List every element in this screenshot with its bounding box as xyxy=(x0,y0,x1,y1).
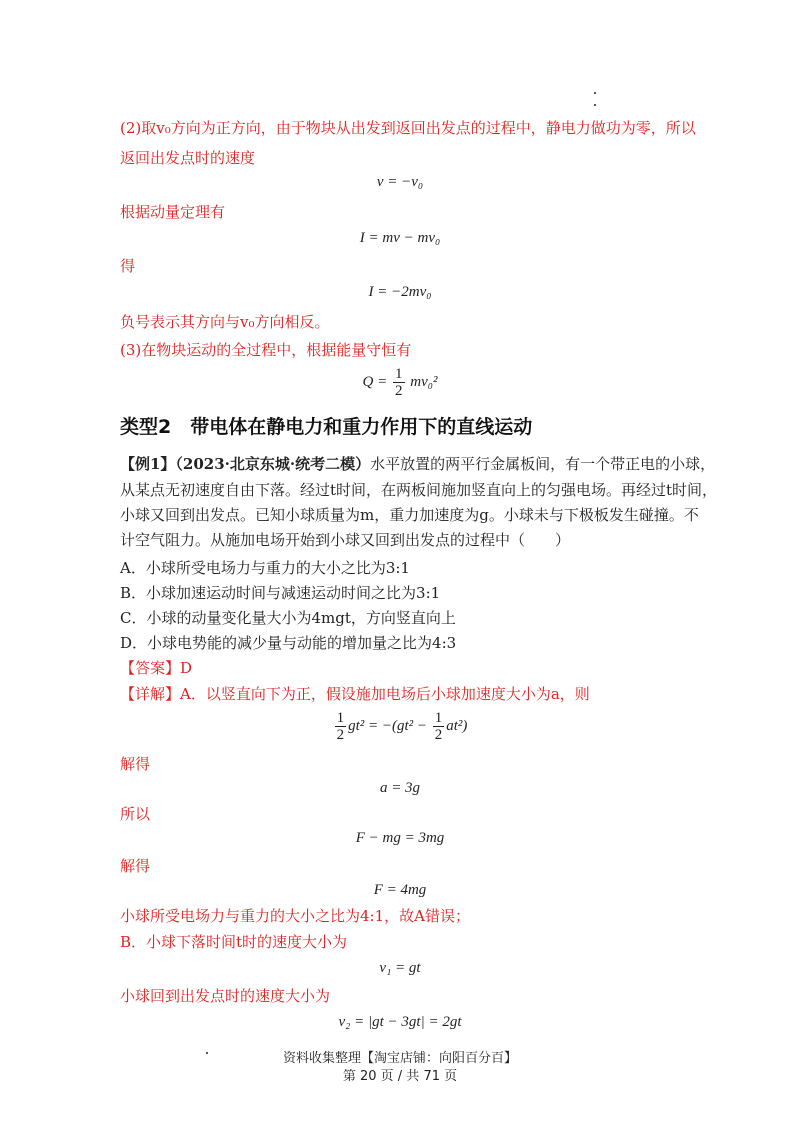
formula-v1: v₁ = gt xyxy=(379,960,421,976)
example-line4: 计空气阻力。从施加电场开始到小球又回到出发点的过程中（ ） xyxy=(120,531,571,549)
example-tag: 【例1】（2023·北京东城·统考二模） xyxy=(120,455,371,473)
example-line3: 小球又回到出发点。已知小球质量为m，重力加速度为g。小球未与下极板发生碰撞。不 xyxy=(120,506,699,524)
option-c: C．小球的动量变化量大小为4mgt，方向竖直向上 xyxy=(120,609,456,627)
page-number: 第 20 页 / 共 71 页 xyxy=(342,1069,458,1084)
option-d: D．小球电势能的减少量与动能的增加量之比为4:3 xyxy=(120,634,457,652)
formula-displacement xyxy=(0,710,800,743)
formula-v2: v₂ = |gt − 3gt| = 2gt xyxy=(338,1014,462,1030)
fraction-numerator: 1 xyxy=(336,710,345,726)
formula-force-diff: F − mg = 3mg xyxy=(355,830,445,846)
fraction-half-2 xyxy=(433,710,445,743)
part2-line1: (2)取v₀方向为正方向，由于物块从出发到返回出发点的过程中，静电力做功为零，所以 xyxy=(120,119,696,137)
example-line2: 从某点无初速度自由下落。经过t时间，在两板间施加竖直向上的匀强电场。再经过t时间， xyxy=(120,481,718,499)
fraction-denominator: 2 xyxy=(336,727,345,743)
formula-impulse: I = mv − mv₀ xyxy=(359,230,441,246)
part2-line3: 根据动量定理有 xyxy=(120,203,226,221)
section-heading: 类型2 带电体在静电力和重力作用下的直线运动 xyxy=(120,416,533,438)
word-solve-2: 解得 xyxy=(120,857,151,875)
formula-force: F = 4mg xyxy=(373,882,427,898)
footer-source: 资料收集整理【淘宝店铺：向阳百分百】 xyxy=(282,1051,517,1066)
option-a: A．小球所受电场力与重力的大小之比为3:1 xyxy=(120,559,410,577)
conclusion-a: 小球所受电场力与重力的大小之比为4:1，故A错误； xyxy=(120,907,470,925)
example-text1: 水平放置的两平行金属板间，有一个带正电的小球， xyxy=(370,455,716,473)
fraction-half xyxy=(393,366,405,399)
formula-v: v = −v₀ xyxy=(376,174,424,190)
answer: 【答案】D xyxy=(120,659,193,677)
part2-line4: 得 xyxy=(120,257,136,275)
scan-dot xyxy=(594,104,596,106)
return-velocity-text: 小球回到出发点时的速度大小为 xyxy=(120,987,331,1005)
part2-line2: 返回出发点时的速度 xyxy=(120,149,256,167)
detail-line: 【详解】A．以竖直向下为正，假设施加电场后小球加速度大小为a，则 xyxy=(120,685,590,703)
part2-line5: 负号表示其方向与v₀方向相反。 xyxy=(120,313,330,331)
scan-dot xyxy=(594,92,596,94)
formula-displacement-part1: gt² = −(gt² − xyxy=(348,717,428,734)
part3-line1: (3)在物块运动的全过程中，根据能量守恒有 xyxy=(120,341,412,359)
formula-energy xyxy=(0,366,800,399)
formula-energy-rhs: mv₀² xyxy=(410,373,438,390)
fraction-numerator: 1 xyxy=(434,710,443,726)
formula-energy-lhs: Q = xyxy=(362,373,388,390)
fraction-denominator: 2 xyxy=(434,727,443,743)
formula-acceleration: a = 3g xyxy=(379,780,421,796)
word-therefore: 所以 xyxy=(120,805,151,823)
option-b: B．小球加速运动时间与减速运动时间之比为3:1 xyxy=(120,584,441,602)
fraction-denominator: 2 xyxy=(395,383,403,399)
fraction-half-1 xyxy=(335,710,347,743)
formula-displacement-part2: at²) xyxy=(446,717,468,734)
formula-impulse-result: I = −2mv₀ xyxy=(368,284,432,300)
word-solve-1: 解得 xyxy=(120,755,151,773)
option-b-analysis: B．小球下落时间t时的速度大小为 xyxy=(120,933,348,951)
fraction-numerator: 1 xyxy=(395,366,403,382)
example-line1 xyxy=(120,454,715,474)
